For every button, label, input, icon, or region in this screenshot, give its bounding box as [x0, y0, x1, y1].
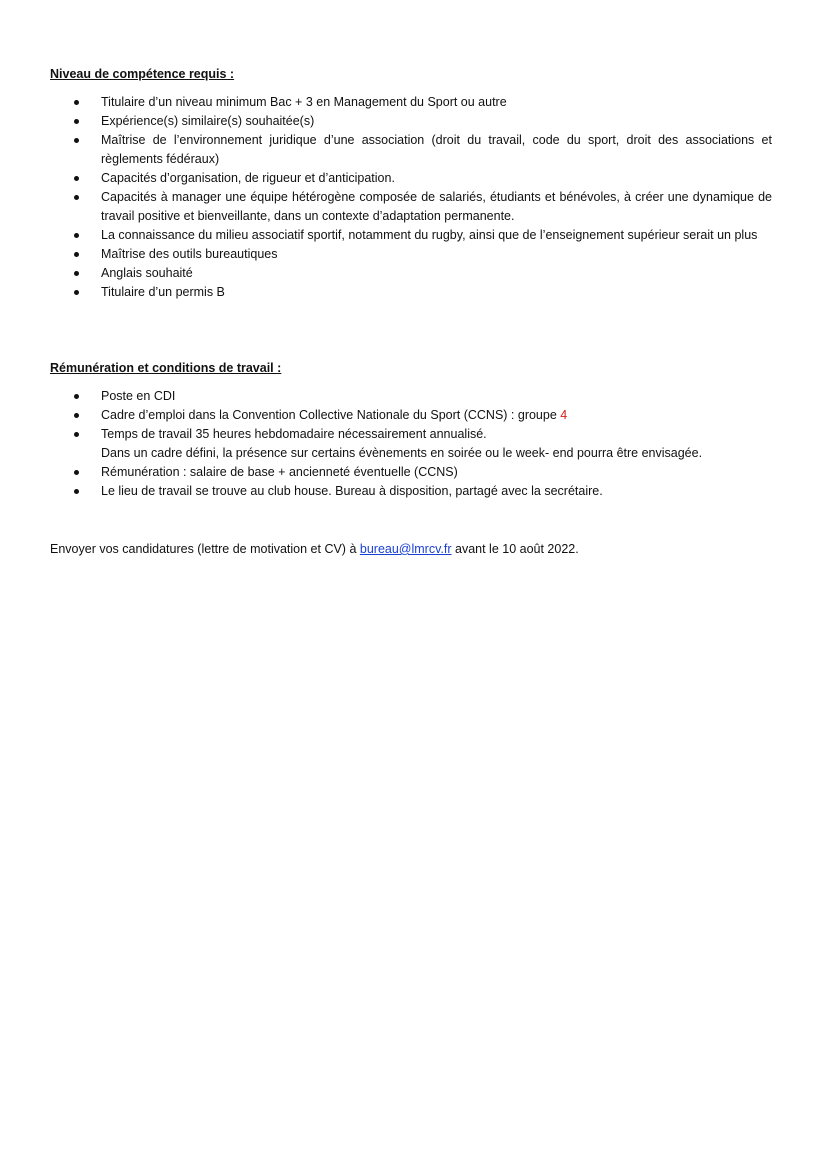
list-item: Titulaire d’un niveau minimum Bac + 3 en Management du Sport ou autre — [0, 93, 828, 112]
competences-list — [0, 93, 828, 302]
groupe-value: 4 — [560, 408, 568, 422]
list-item: Cadre d’emploi dans la Convention Collective Nationale du Sport (CCNS) : groupe 4 — [0, 406, 828, 425]
list-item: Le lieu de travail se trouve au club house. Bureau à disposition, partagé avec la secrétaire. — [0, 482, 828, 501]
bullet-icon — [74, 470, 79, 475]
list-item: Poste en CDI — [0, 387, 828, 406]
bullet-icon — [74, 271, 79, 276]
list-item: Maîtrise des outils bureautiques — [0, 245, 828, 264]
competences-heading: Niveau de compétence requis : — [50, 67, 235, 81]
bullet-icon — [74, 119, 79, 124]
application-instructions: Envoyer vos candidatures (lettre de motivation et CV) à bureau@lmrcv.fr avant le 10 août 2022. — [50, 542, 579, 556]
bullet-icon — [74, 138, 79, 143]
list-item: Rémunération : salaire de base + ancienneté éventuelle (CCNS) — [0, 463, 828, 482]
bullet-icon — [74, 252, 79, 257]
list-item: Maîtrise de l’environnement juridique d’une association (droit du travail, code du sport, droit des associations et règlements fédéraux) — [0, 131, 828, 169]
bullet-icon — [74, 195, 79, 200]
bullet-icon — [74, 489, 79, 494]
bullet-icon — [74, 413, 79, 418]
list-item: Temps de travail 35 heures hebdomadaire nécessairement annualisé. Dans un cadre défini, la présence sur certains évènements en soirée ou le week- end pourra être envisagée. — [0, 425, 828, 463]
list-item: Capacités d’organisation, de rigueur et d’anticipation. — [0, 169, 828, 188]
remuneration-list — [0, 387, 828, 501]
bullet-icon — [74, 176, 79, 181]
list-item: Anglais souhaité — [0, 264, 828, 283]
list-item: Expérience(s) similaire(s) souhaitée(s) — [0, 112, 828, 131]
bullet-icon — [74, 432, 79, 437]
bullet-icon — [74, 233, 79, 238]
remuneration-heading: Rémunération et conditions de travail : — [50, 361, 282, 375]
list-item: Capacités à manager une équipe hétérogène composée de salariés, étudiants et bénévoles, à créer une dynamique de travail positive et bienveillante, dans un contexte d’adaptation permanente. — [0, 188, 828, 226]
email-link[interactable]: bureau@lmrcv.fr — [359, 542, 452, 556]
bullet-icon — [74, 100, 79, 105]
list-item: Titulaire d’un permis B — [0, 283, 828, 302]
bullet-icon — [74, 394, 79, 399]
bullet-icon — [74, 290, 79, 295]
list-item: La connaissance du milieu associatif sportif, notamment du rugby, ainsi que de l’enseignement supérieur serait un plus — [0, 226, 828, 245]
